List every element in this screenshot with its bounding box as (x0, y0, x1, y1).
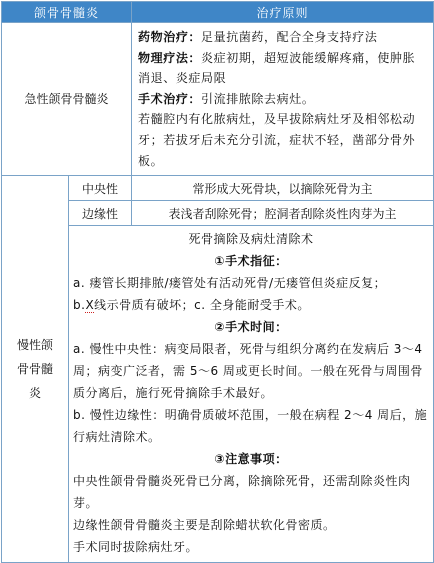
marginal-text: 表浅者刮除死骨；腔洞者刮除炎性肉芽为主 (132, 201, 434, 226)
header-row (2, 2, 434, 23)
timing-a: a. 慢性中央性：病变局限者，死骨与组织分离约在发病后 3～4 周；病变广泛者，需 5～6 周或更长时间。一般在死骨与周围骨质分离后，施行死骨摘除手术最好。 (73, 342, 423, 401)
header-col2: 治疗原则 (132, 2, 434, 23)
physio-title: 物理疗法： (138, 50, 202, 65)
indication-b (73, 294, 429, 316)
drug-line (138, 27, 427, 48)
acute-row (2, 23, 434, 176)
notes-2: 边缘性颌骨骨髓炎主要是刮除蜡状软化骨密质。 (73, 518, 336, 533)
acute-note: 若髓腔内有化脓病灶，及早拔除病灶牙及相邻松动牙；若拔牙后未充分引流，症状不轻，凿部分骨外板。 (138, 112, 416, 168)
indication-b-mark: X (85, 298, 95, 313)
main-title: 死骨摘除及病灶清除术 (188, 232, 314, 247)
acute-label: 急性颌骨骨髓炎 (2, 23, 132, 176)
timing-title: ②手术时间： (214, 320, 288, 335)
indication-b-prefix: b. (73, 298, 86, 313)
physio-line (138, 48, 427, 89)
notes-title: ③注意事项： (214, 452, 288, 467)
acute-treatment (132, 23, 434, 176)
chronic-label (2, 176, 69, 563)
indication-a: a. 瘘管长期排脓/瘘管处有活动死骨/无瘘管但炎症反复； (73, 276, 387, 291)
treatment-table (1, 1, 434, 563)
physio-text: 炎症初期，超短波能缓解疼痛，使肿胀消退、炎症局限 (138, 50, 416, 86)
notes-3: 手术同时拔除病灶牙。 (73, 540, 199, 555)
marginal-label: 边缘性 (69, 201, 132, 226)
surgery-title: 手术治疗： (138, 91, 202, 106)
surgery-line (138, 89, 427, 110)
central-row (2, 176, 434, 201)
timing-b: b. 慢性边缘性：明确骨质破坏范围，一般在病程 2～4 周后，施行病灶清除术。 (73, 408, 428, 445)
notes-1: 中央性颌骨骨髓炎死骨已分离，除摘除死骨，还需刮除炎性肉芽。 (73, 474, 411, 511)
indication-title: ①手术指征： (214, 254, 288, 269)
drug-title: 药物治疗： (138, 30, 202, 44)
indication-b-text: 线示骨质有破坏；c. 全身能耐受手术。 (94, 298, 310, 313)
header-col1: 颌骨骨髓炎 (2, 2, 132, 23)
central-text: 常形成大死骨块，以摘除死骨为主 (132, 176, 434, 201)
central-label: 中央性 (69, 176, 132, 201)
drug-text: 足量抗菌药，配合全身支持疗法 (201, 30, 378, 44)
surgery-text: 引流排脓除去病灶。 (201, 91, 315, 106)
surgery-detail (69, 226, 434, 563)
chronic-label-text: 慢性颌骨骨髓炎 (16, 338, 53, 401)
